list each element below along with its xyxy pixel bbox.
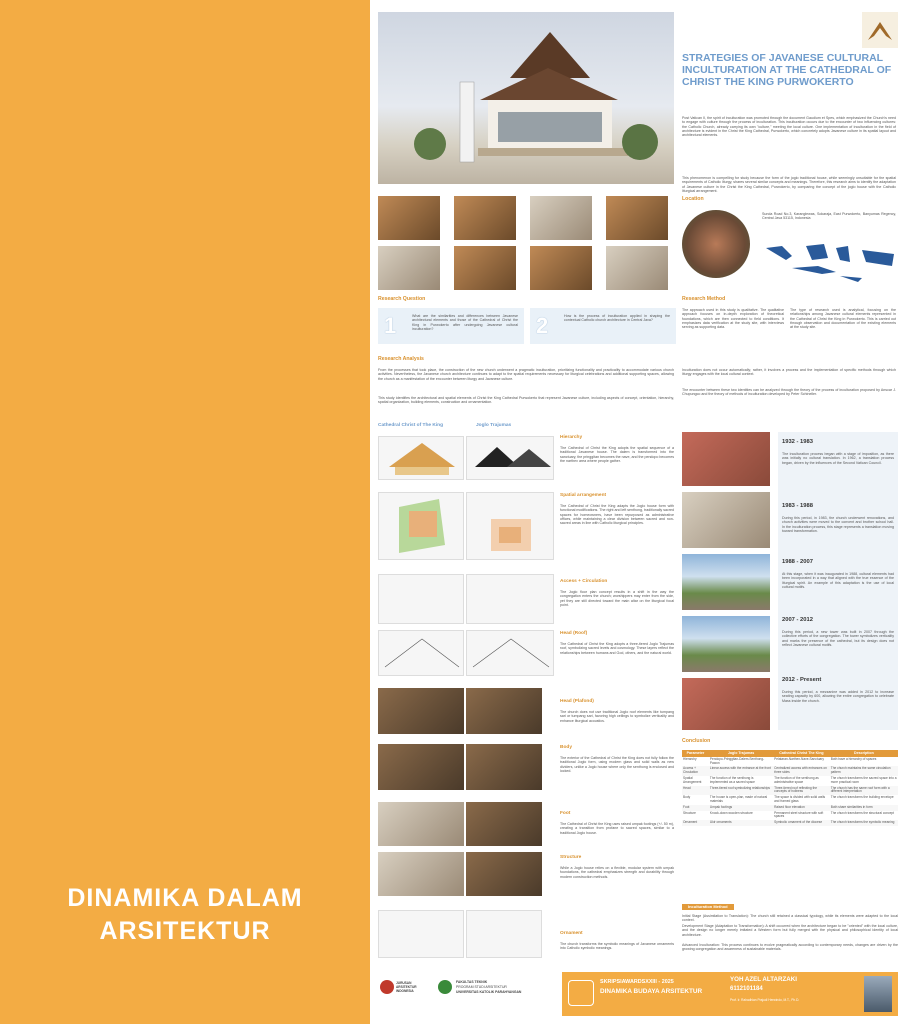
- roof-section-svg: [379, 631, 465, 677]
- interior-photo-6: [454, 246, 516, 290]
- structure-photo-cathedral: [378, 852, 464, 896]
- table-row: [682, 786, 898, 796]
- table-cell: Foot: [683, 804, 690, 809]
- faculty-line-2: PROGRAM STUDI ARSITEKTUR: [456, 985, 507, 989]
- floorplan-svg: [379, 493, 465, 561]
- method-text-2: The type of research used is analytical, focusing on the relationships among Javanese cultural elements represented in the Cathedral of Christ the King in Purwokerto. This is carried out through observation and documentation of the existing elements at the study site.: [790, 308, 896, 330]
- foot-photo-joglo: [466, 802, 542, 846]
- analysis-title-body: Body: [560, 745, 572, 750]
- roof-sketch-joglo: [466, 630, 554, 676]
- interior-photo-7: [530, 246, 592, 290]
- research-method-heading: Research Method: [682, 296, 726, 302]
- left-banner: [0, 0, 370, 1024]
- ornament-sketch-joglo: [466, 910, 542, 958]
- spatial-sketch-joglo: [466, 492, 554, 560]
- cathedral-render-svg: [378, 12, 674, 184]
- column-label-cathedral: Cathedral Christ of The King: [378, 423, 444, 428]
- table-row: [682, 757, 898, 767]
- analysis-title-roof: Head (Roof): [560, 631, 588, 636]
- analysis-title-structure: Structure: [560, 855, 582, 860]
- interior-photo-3: [530, 196, 592, 240]
- table-cell: Both share similarities in form: [830, 804, 873, 809]
- table-cell: Permanent steel structure with soft spaces: [774, 810, 824, 819]
- table-header-row: [682, 750, 898, 757]
- faculty-line-3: UNIVERSITAS KATOLIK PARAHYANGAN: [456, 990, 522, 994]
- table-cell: Centralized access with entrances on three sides: [774, 766, 827, 775]
- banner-title-line2: ARSITEKTUR: [99, 917, 271, 945]
- table-cell: Ukir ornaments: [709, 820, 732, 825]
- hierarchy-section-svg: [379, 437, 465, 481]
- event-logo-icon: [568, 980, 594, 1006]
- joglo-section-svg: [467, 437, 555, 481]
- interior-photo-5: [378, 246, 440, 290]
- analysis-title-access: Access + Circulation: [560, 579, 608, 584]
- method-item-1: Initial Stage (Assimilation to Translation): The church still retained a classical typology, while its elements were adapted to the local context.: [682, 914, 898, 923]
- table-cell: The function of the senthong is implemented as a sacred space: [709, 775, 755, 784]
- body-photo-joglo: [466, 744, 542, 790]
- method-list: [682, 914, 898, 964]
- logo-badge: [862, 12, 898, 48]
- interior-photo-1: [378, 196, 440, 240]
- event-theme: DINAMIKA BUDAYA ARSITEKTUR: [600, 988, 703, 995]
- banner-title-line1: DINAMIKA DALAM: [67, 884, 303, 912]
- table-cell: The function of the senthong as administrative space: [774, 775, 819, 784]
- rq2-text: How is the process of inculturation applied in shaping the contextual Catholic church architecture in Central Java?: [564, 314, 670, 323]
- table-header-cell: Parameter: [682, 750, 709, 757]
- event-name: SKRIPSIAWARDSXXIII - 2025: [600, 979, 674, 985]
- method-item-2: Development Stage (Adaptation to Transformation): A shift occurred when the architecture began to be "oriented" with the local culture, and the design no longer merely imitated a Western form but fully merged with the physical and philosophical identity of local architecture.: [682, 924, 898, 937]
- timeline-text-2: During this period, in 1983, the church underwent renovations, and church activities were moved to the convent and brother school hall. In the inculturation process, this stage represents a translation moving toward transformation.: [782, 516, 894, 533]
- table-cell: Hierarchy: [683, 756, 697, 761]
- method-item-3: Advanced Inculturation: This process continues to evolve pragmatically according to contemporary needs, changes are driven by the growing congregation and awareness of sustainable materials.: [682, 943, 898, 952]
- table-body: [682, 757, 898, 826]
- analysis-text-foot: The Cathedral of Christ the King uses raised umpak footings (+/- 50 m), creating a transition from profane to sacred spaces, similar to a traditional Joglo house.: [560, 822, 674, 835]
- analysis-title-ornament: Ornament: [560, 931, 583, 936]
- faculty-line-1: FAKULTAS TEKNIK: [456, 980, 488, 984]
- roof-sketch-cathedral: [378, 630, 464, 676]
- table-cell: Ornament: [683, 820, 698, 825]
- table-cell: Linear access with the entrance at the front: [709, 766, 771, 771]
- intro-paragraph-2: This phenomenon is compelling for study because the form of the joglo traditional house, while seemingly unsuitable for the spatial requirements of Catholic liturgy, shares several similar concepts and meanings. Therefore, this research aims to identify the adaptation of Javanese culture in the Christ the King Cathedral, Purwokerto, by comparing the concept of the joglo house with the Catholic liturgical arrangement.: [682, 176, 896, 193]
- structure-photo-joglo: [466, 852, 542, 896]
- intro-paragraph-1: Post Vatican II, the spirit of inculturation was promoted through the document Gaudium et Spes, which emphasized the Church's need to engage with culture through the process of inculturation. This inculturation occurs due to the encounter of two influencing cultures: the Catholic Church, already carrying its own "culture," meeting the local culture. One implementation of inculturation in the field of architecture is evident in the Christ the King Cathedral, Purwokerto, which concretely adopts Javanese culture in its spatial layout and architectural elements.: [682, 116, 896, 138]
- hero-render: [378, 12, 674, 184]
- timeline-year-1: 1932 - 1983: [782, 439, 813, 445]
- joglo-plan-svg: [467, 493, 555, 561]
- author-name: YOH AZEL ALTARZAKI: [730, 976, 797, 983]
- table-cell: The church transforms the symbolic meaning: [830, 820, 895, 825]
- analysis-text-plafond: The church does not use traditional Joglo roof elements like tumpang sari or tumpang sari, favoring high ceilings to symbolize verticality and enhance liturgical acoustics.: [560, 710, 674, 723]
- foot-photo-cathedral: [378, 802, 464, 846]
- timeline-year-3: 1988 - 2007: [782, 559, 813, 565]
- analysis-text-1: From the processes that took place, the construction of the new church underwent a pragmatic inculturation, prioritizing functionality and practicality to accommodate various church activities. Nevertheless, the Javanese church architecture continues to adapt to the spatial requirements necessary for liturgical celebrations and additional supporting spaces, allowing the church as a manifestation of the encounter between liturgy and Javanese culture.: [378, 368, 674, 381]
- poster: [370, 0, 910, 1024]
- indonesia-map: [762, 238, 898, 288]
- circulation-sketch-joglo: [466, 574, 554, 624]
- table-cell: The church has the same roof form with a different interpretation: [830, 785, 890, 794]
- timeline-photo-2012: [682, 678, 770, 730]
- research-analysis-heading: Research Analysis: [378, 356, 424, 362]
- table-header-cell: Joglo Trajumas: [709, 750, 773, 757]
- analysis-text-3: Inculturation does not occur automatically; rather, it involves a process and the implementation of specific methods through which liturgy engages with the local cultural context.: [682, 368, 896, 377]
- timeline-year-4: 2007 - 2012: [782, 617, 813, 623]
- interior-photo-8: [606, 246, 668, 290]
- ornament-sketch-cathedral: [378, 910, 464, 958]
- table-cell: Pelataran-Narthex-Nave-Sanctuary: [774, 756, 824, 761]
- timeline-text-4: During this period, a new tower was built in 2007 through the collective efforts of the congregation. The tower symbolizes verticality and marks the presence of the cathedral, but its design does not reflect Javanese cultural motifs.: [782, 630, 894, 647]
- rq1-box: [378, 308, 524, 344]
- table-cell: Both have a hierarchy of spaces: [830, 756, 877, 761]
- table-cell: Pendopo-Pringgitan-Dalem-Senthong-Pawon: [709, 756, 765, 765]
- research-question-heading: Research Question: [378, 296, 426, 302]
- analysis-text-spatial: The Cathedral of Christ the King adapts the Joglo house form with functional modifications. The right and left senthong, traditionally sacred spaces for homeowners, have been repurposed as administrative offices, while maintaining a clear division between sacred and non-sacred areas in line with Catholic liturgical principles.: [560, 504, 674, 526]
- table-row: [682, 811, 898, 821]
- table-row: [682, 795, 898, 805]
- advisor-name: Prof. Ir. Rahadhian Prajudi Herwindo, M.T., Ph.D.: [730, 998, 800, 1002]
- analysis-text-structure: While a Joglo house relies on a flexible, modular system with umpak foundations, the cathedral emphasizes strength and durability through modern construction methods.: [560, 866, 674, 879]
- table-cell: Three-tiered roof symbolizing relationships: [709, 785, 770, 790]
- table-row: [682, 820, 898, 826]
- location-text: Sunda Road No.3, Karanglewas, Sokaraja, East Purwokerto, Banyumas Regency, Central Java 53115, Indonesia: [762, 212, 896, 221]
- rq2-number: 2: [536, 313, 549, 338]
- rq1-number: 1: [384, 313, 397, 338]
- analysis-title-foot: Foot: [560, 811, 571, 816]
- timeline-text-1: The inculturation process began with a stage of imposition, as there was initially no cultural translation. In 1962, a translation process began, driven by the influences of the Second Vatican Council.: [782, 452, 894, 465]
- analysis-text-body: The exterior of the Cathedral of Christ the King does not fully follow the traditional Joglo form, using modern glass and solid walls as new dividers, unlike a Joglo house where only the senthong is enclosed and locked.: [560, 756, 674, 773]
- university-logo: [438, 980, 452, 994]
- table-cell: Structure: [683, 810, 696, 815]
- circulation-sketch-cathedral: [378, 574, 464, 624]
- timeline-photo-1983: [682, 492, 770, 548]
- analysis-text-4: The encounter between these two identities can be analyzed through the theory of the process of inculturation proposed by Anscar J. Chupungco and the theory of methods of inculturation developed by Peter Schineller.: [682, 388, 896, 397]
- table-cell: The church transforms the sacred space into a more practical room: [830, 775, 897, 784]
- table-cell: The church transforms the building envelope: [830, 795, 894, 800]
- analysis-text-ornament: The church transforms the symbolic meanings of Javanese ornaments into Catholic symbolic meanings.: [560, 942, 674, 951]
- table-cell: Umpak footings: [709, 804, 733, 809]
- plafond-photo-cathedral: [378, 688, 464, 734]
- method-text-1: The approach used in this study is qualitative. The qualitative approach focuses on in-depth exploration of theoretical foundations, which are then connected to field conditions. It emphasizes data verification at the study site, with interviews serving as supporting data.: [682, 308, 784, 330]
- footer-banner: [562, 972, 898, 1016]
- table-header-cell: Description: [830, 750, 898, 757]
- joglo-roof-svg: [467, 631, 555, 677]
- iai-label: JURUSAN ARSITEKTUR INDONESIA: [396, 981, 417, 993]
- hierarchy-sketch-joglo: [466, 436, 554, 480]
- timeline-text-3: At this stage, when it was inaugurated in 1988, cultural elements had been incorporated in a way that aligned with the true essence of the liturgical spirit. An example of this adaptation is the use of local cultural motifs.: [782, 572, 894, 589]
- rq2-box: [530, 308, 676, 344]
- timeline-photo-1932: [682, 432, 770, 486]
- table-row: [682, 766, 898, 776]
- column-label-joglo: Joglo Trajumas: [476, 423, 512, 428]
- table-header-cell: Cathedral Christ The King: [773, 750, 830, 757]
- rq1-text: What are the similarities and differences between Javanese architectural elements and those of the Cathedral of Christ the King in Purwokerto after undergoing Javanese cultural inculturation?: [412, 314, 518, 331]
- hierarchy-sketch-cathedral: [378, 436, 464, 480]
- body-photo-cathedral: [378, 744, 464, 790]
- roof-logo-icon: [862, 12, 898, 48]
- table-cell: Head: [683, 785, 691, 790]
- table-cell: Raised floor elevation: [774, 804, 805, 809]
- timeline-text-5: During this period, a mezzanine was added in 2012 to increase seating capacity by 600, allowing the entire congregation to celebrate Mass inside the church.: [782, 690, 894, 703]
- analysis-title-spatial: Spatial arrangement: [560, 493, 607, 498]
- table-cell: Body: [683, 795, 691, 800]
- interior-photo-2: [454, 196, 516, 240]
- analysis-title-hierarchy: Hierarchy: [560, 435, 583, 440]
- iai-logo: [380, 980, 394, 994]
- plafond-photo-joglo: [466, 688, 542, 734]
- analysis-title-plafond: Head (Plafond): [560, 699, 594, 704]
- table-cell: Access + Circulation: [683, 766, 699, 775]
- table-cell: The church maintains the same circulation pattern: [830, 766, 891, 775]
- table-cell: Three-tiered roof reflecting the concepts of holiness: [774, 785, 818, 794]
- table-row: [682, 776, 898, 786]
- comparison-table: [682, 750, 898, 826]
- analysis-text-2: This study identifies the architectural and spatial elements of Christ the King Cathedral Purwokerto that represent Javanese culture, including aspects of concept, orientation, hierarchy, spatial organization, building elements, construction and ornamentation.: [378, 396, 674, 405]
- table-cell: Symbolic ornament of the diocese: [774, 820, 823, 825]
- author-avatar: [864, 976, 892, 1012]
- timeline-photo-1988: [682, 554, 770, 610]
- indonesia-map-svg: [762, 238, 898, 288]
- table-cell: The church transforms the structural concept: [830, 810, 895, 815]
- conclusion-table: [682, 750, 898, 900]
- analysis-text-access: The Joglo floor plan concept results in a shift in the way the congregation enters the church; worshippers may enter from the side, yet they are still directed toward the main altar on the liturgical focal point.: [560, 590, 674, 607]
- location-aerial-map: [682, 210, 750, 278]
- author-nim: 6112101184: [730, 986, 763, 992]
- table-cell: Spatial Arrangement: [683, 775, 702, 784]
- location-heading: Location: [682, 196, 704, 202]
- table-cell: The space is divided with solid walls and framed glass: [774, 795, 826, 803]
- timeline-photo-2007: [682, 616, 770, 672]
- spatial-sketch-cathedral: [378, 492, 464, 560]
- interior-photo-4: [606, 196, 668, 240]
- timeline-year-2: 1983 - 1988: [782, 503, 813, 509]
- table-cell: The house is open-plan, made of natural materials: [709, 795, 768, 803]
- conclusion-heading: Conclusion: [682, 738, 711, 744]
- method-heading-badge: Inculturation Method: [682, 904, 734, 910]
- table-cell: Knock-down wooden structure: [709, 810, 753, 815]
- timeline-year-5: 2012 - Present: [782, 677, 822, 683]
- analysis-text-hierarchy: The Cathedral of Christ the King adopts the spatial sequence of a traditional Javanese house. The dalem is transformed into the sanctuary, the pringgitan becomes the nave, and the pendopo becomes the narthex area where people gather.: [560, 446, 674, 463]
- analysis-text-roof: The Cathedral of Christ the King adopts a three-tiered Joglo Trajumas roof, symbolizing sacred levels and cosmology. These layers reflect the relationships between humans and God, others, and the natural world.: [560, 642, 674, 655]
- poster-title: STRATEGIES OF JAVANESE CULTURAL INCULTURATION AT THE CATHEDRAL OF CHRIST THE KING PURWOKERTO: [682, 52, 892, 88]
